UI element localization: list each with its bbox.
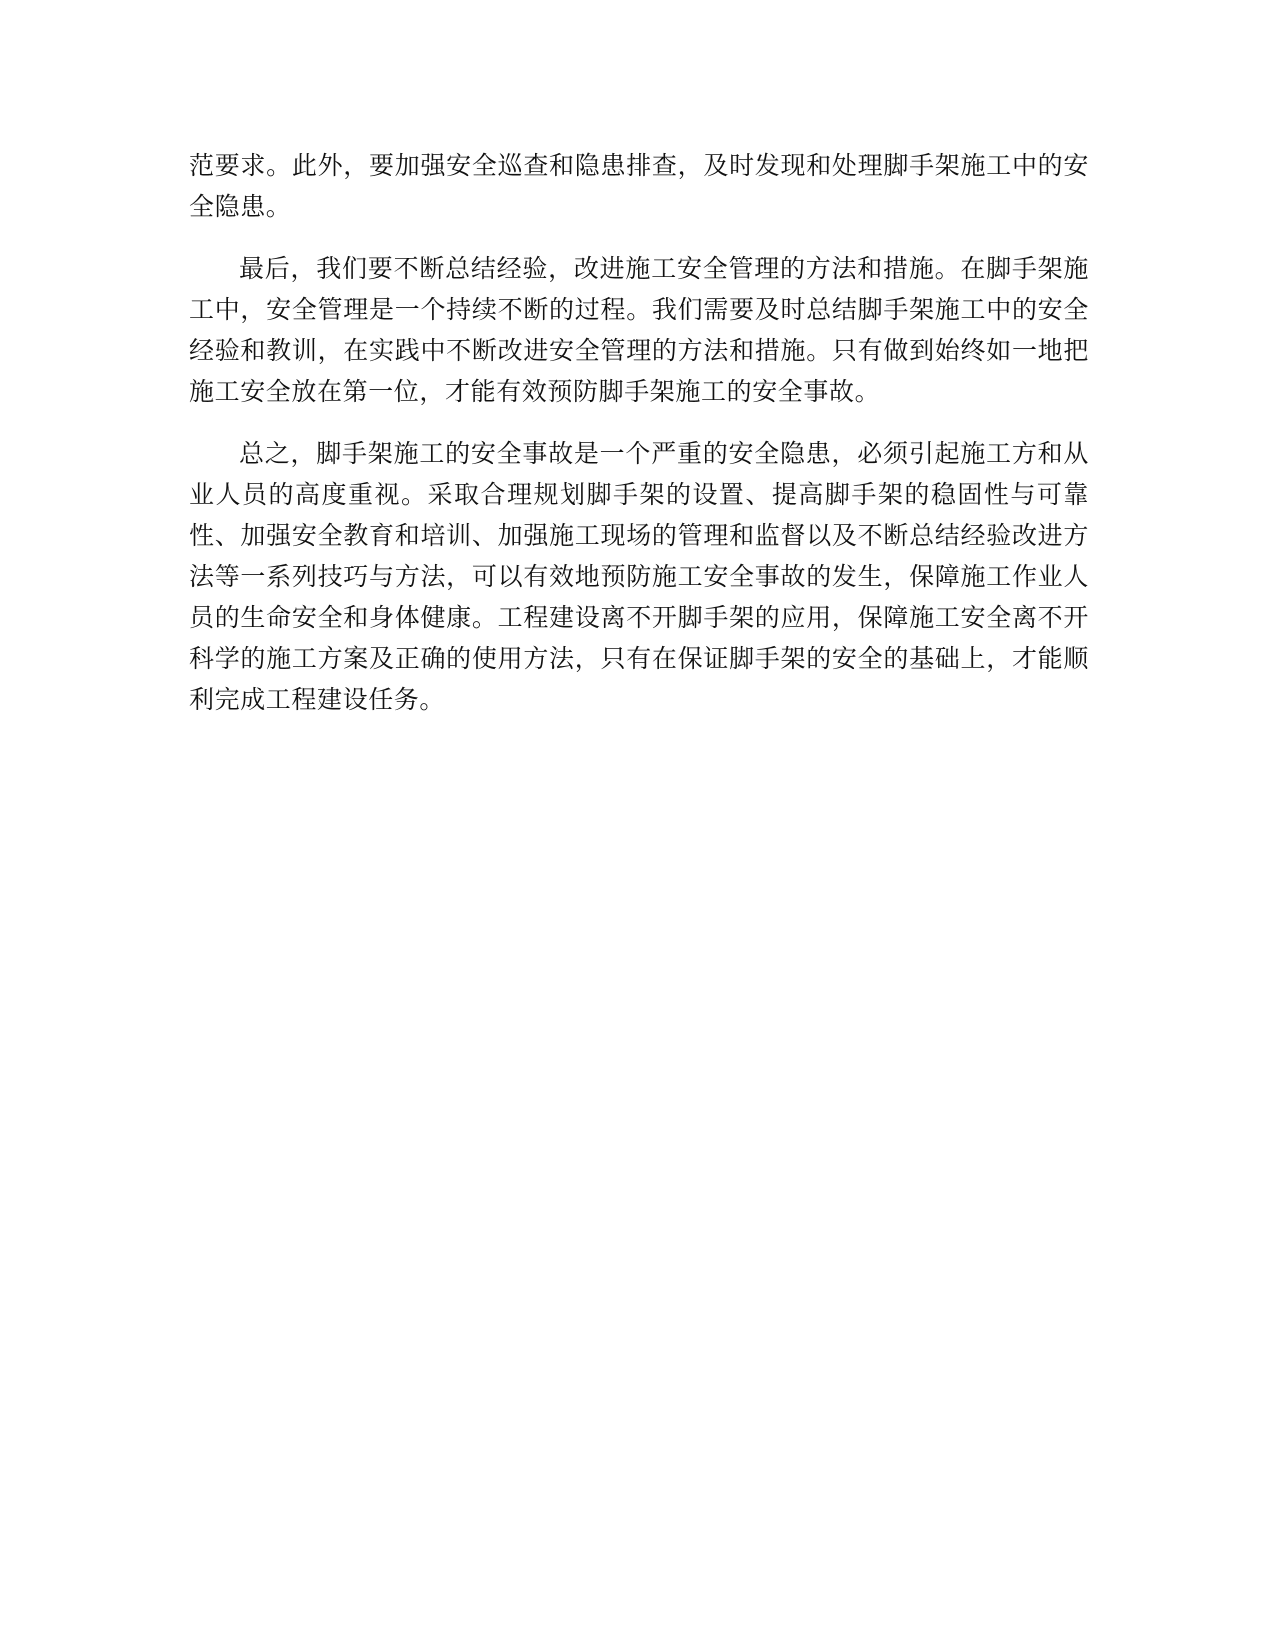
paragraph-continuous-improvement: 最后，我们要不断总结经验，改进施工安全管理的方法和措施。在脚手架施工中，安全管理是一个持续不断的过程。我们需要及时总结脚手架施工中的安全经验和教训，在实践中不断改进安全管理的方法和措施。只有做到始终如一地把施工安全放在第一位，才能有效预防脚手架施工的安全事故。: [189, 254, 1089, 406]
paragraph-continued-safety-inspection: 范要求。此外，要加强安全巡查和隐患排查，及时发现和处理脚手架施工中的安全隐患。: [189, 151, 1089, 221]
document-body: [189, 145, 1089, 741]
paragraph-conclusion: 总之，脚手架施工的安全事故是一个严重的安全隐患，必须引起施工方和从业人员的高度重视。采取合理规划脚手架的设置、提高脚手架的稳固性与可靠性、加强安全教育和培训、加强施工现场的管理和监督以及不断总结经验改进方法等一系列技巧与方法，可以有效地预防施工安全事故的发生，保障施工作业人员的生命安全和身体健康。工程建设离不开脚手架的应用，保障施工安全离不开科学的施工方案及正确的使用方法，只有在保证脚手架的安全的基础上，才能顺利完成工程建设任务。: [189, 439, 1089, 714]
